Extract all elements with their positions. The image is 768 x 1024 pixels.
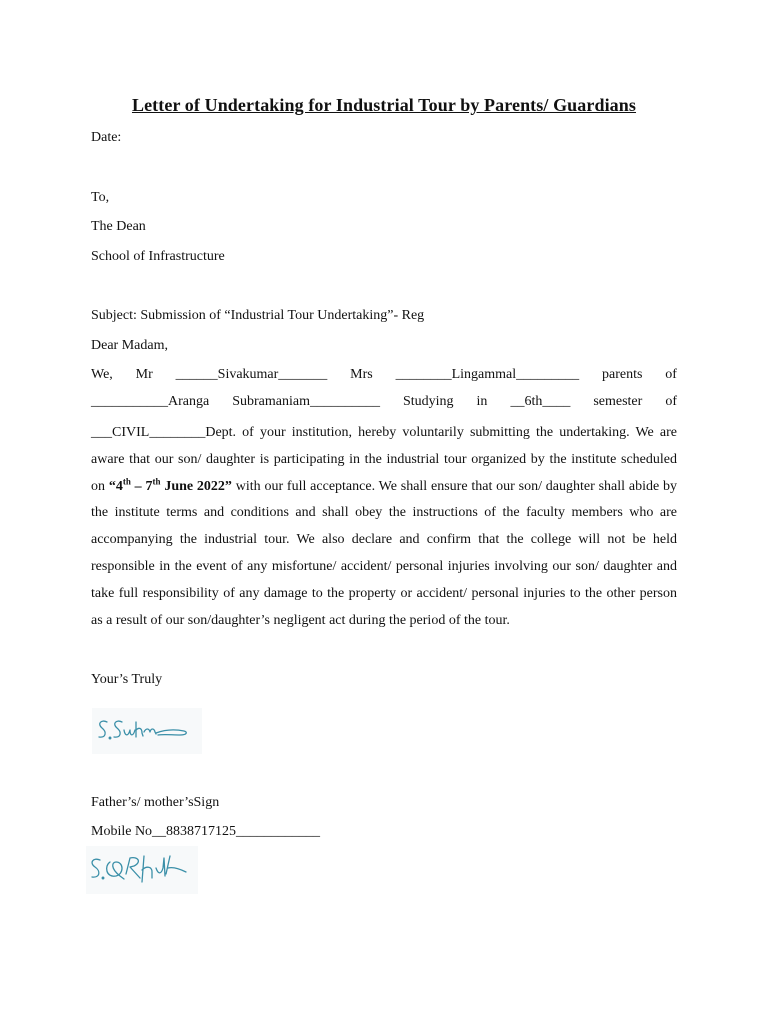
date-end: June 2022”	[160, 478, 232, 494]
in-word: in	[476, 394, 488, 409]
studying-word: Studying	[402, 394, 454, 409]
date-start: “4	[108, 478, 123, 494]
mobile-number: Mobile No__8838717125____________	[91, 824, 321, 839]
subject-line: Subject: Submission of “Industrial Tour Undertaking”- Reg	[91, 308, 425, 323]
semester-word: semester	[593, 394, 643, 409]
parent-signature-image	[92, 708, 202, 754]
tour-dates	[108, 475, 232, 494]
father-name: ______Sivakumar_______	[175, 367, 328, 382]
closing: Your’s Truly	[91, 672, 163, 687]
body-text-start: Dept. of your institution, hereby voluntarily submitting the undertaking. We are aware that our son/ daughter is participating in the industrial tour organized by the institute scheduled on	[91, 425, 677, 494]
parents-word: parents	[602, 367, 643, 382]
mother-name: ________Lingammal_________	[395, 367, 580, 382]
body-text-rest: with our full acceptance. We shall ensure that our son/ daughter shall abide by the institute terms and conditions and shall obey the instructions of the faculty members who are accompanying the industrial tour. We also declare and confirm that the college will not be held responsible in the event of any misfortune/ accident/ personal injuries involving our son/ daughter and take full responsibility of any damage to the property or accident/ personal injuries to the other person as a result of our son/daughter’s negligent act during the period of the tour.	[91, 478, 677, 628]
we-word: We,	[91, 367, 113, 382]
of-word: of	[665, 367, 677, 382]
date-end-sup: th	[152, 475, 161, 486]
salutation: Dear Madam,	[91, 338, 168, 353]
date-label: Date:	[91, 130, 122, 145]
date-dash: – 7	[130, 478, 153, 494]
student-line	[91, 393, 677, 411]
student-first-name: ___________Aranga	[91, 394, 210, 409]
mr-word: Mr	[135, 367, 153, 382]
student-surname: Subramaniam__________	[232, 394, 380, 409]
of-word: of	[665, 394, 677, 409]
undertaking-body	[91, 420, 677, 634]
letter-title: Letter of Undertaking for Industrial Tour by Parents/ Guardians	[131, 95, 637, 115]
semester-value: __6th____	[510, 394, 571, 409]
parents-line	[91, 366, 677, 384]
mrs-word: Mrs	[350, 367, 373, 382]
to-label: To,	[91, 190, 110, 205]
sign-label: Father’s/ mother’sSign	[91, 795, 220, 810]
school-name: School of Infrastructure	[91, 249, 225, 264]
date-start-sup: th	[122, 475, 131, 486]
department-value: ___CIVIL________	[91, 425, 206, 440]
student-signature-image	[86, 846, 198, 894]
recipient: The Dean	[91, 219, 146, 234]
